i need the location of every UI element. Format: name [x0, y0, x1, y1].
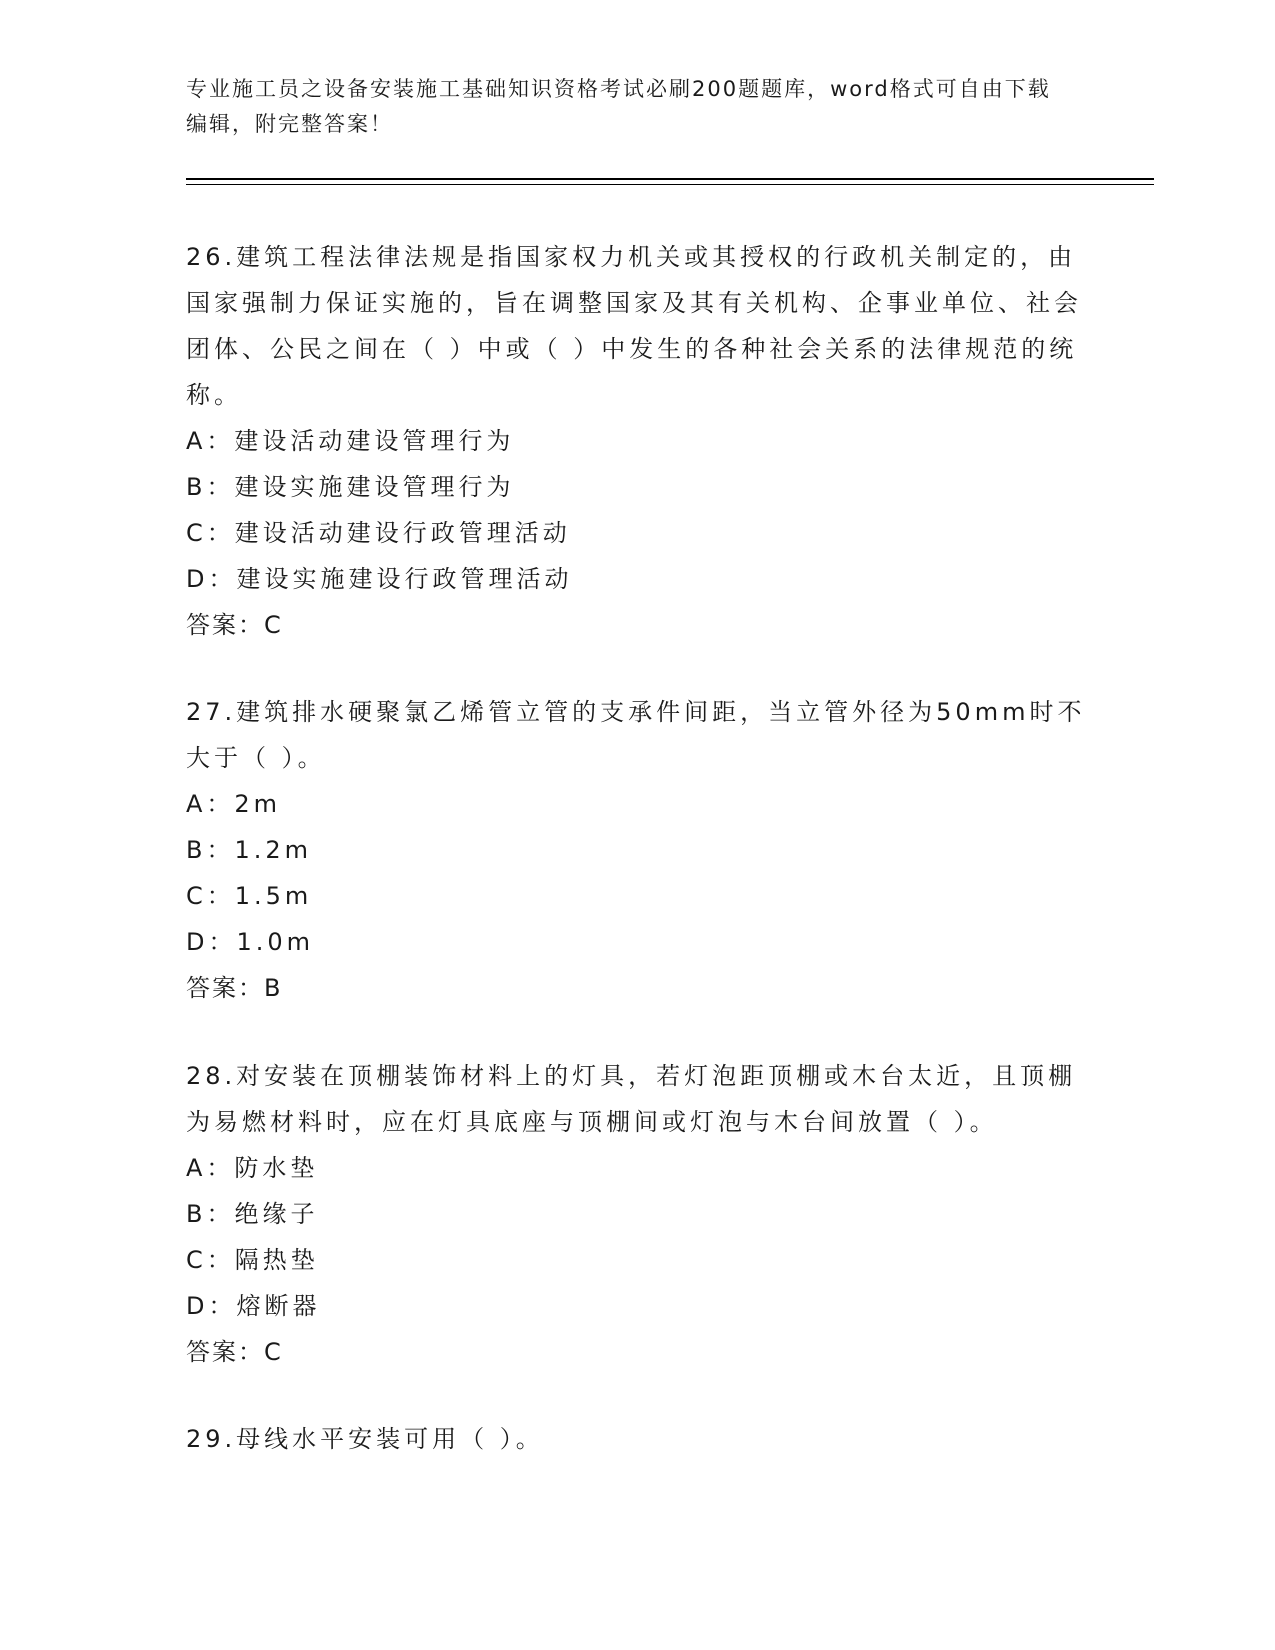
- answer: 答案：C: [186, 1338, 283, 1366]
- option-c: C：隔热垫: [186, 1246, 319, 1274]
- question-29: [186, 1416, 1086, 1462]
- option-c: C：建设活动建设行政管理活动: [186, 519, 571, 547]
- option-d: D：建设实施建设行政管理活动: [186, 565, 573, 593]
- header-divider-thick: [186, 178, 1154, 180]
- option-a: A：2m: [186, 790, 282, 818]
- option-list: [186, 418, 1086, 602]
- question-text: 27.建筑排水硬聚氯乙烯管立管的支承件间距，当立管外径为50mm时不大于（ ）。: [186, 698, 1086, 772]
- question-text: 29.母线水平安装可用（ ）。: [186, 1425, 544, 1453]
- option-list: [186, 1145, 1086, 1329]
- option-b: B：建设实施建设管理行为: [186, 473, 515, 501]
- option-d: D：1.0m: [186, 928, 315, 956]
- question-text: 26.建筑工程法律法规是指国家权力机关或其授权的行政机关制定的，由国家强制力保证实施的，旨在调整国家及其有关机构、企事业单位、社会团体、公民之间在（ ）中或（ ）中发生的各种社会关系的法律规范的统称。: [186, 243, 1082, 409]
- document-title: 专业施工员之设备安装施工基础知识资格考试必刷200题题库，word格式可自由下载编辑，附完整答案！: [186, 77, 1051, 136]
- option-list: [186, 781, 1086, 965]
- question-26: [186, 234, 1086, 648]
- question-text: 28.对安装在顶棚装饰材料上的灯具，若灯泡距顶棚或木台太近，且顶棚为易燃材料时，应在灯具底座与顶棚间或灯泡与木台间放置（ ）。: [186, 1062, 1077, 1136]
- option-a: A：建设活动建设管理行为: [186, 427, 515, 455]
- question-28: [186, 1053, 1086, 1375]
- answer: 答案：B: [186, 974, 283, 1002]
- option-d: D：熔断器: [186, 1292, 321, 1320]
- option-a: A：防水垫: [186, 1154, 319, 1182]
- question-27: [186, 689, 1086, 1011]
- option-b: B：绝缘子: [186, 1200, 319, 1228]
- option-c: C：1.5m: [186, 882, 313, 910]
- answer: 答案：C: [186, 611, 283, 639]
- header-divider-thin: [186, 184, 1154, 185]
- option-b: B：1.2m: [186, 836, 313, 864]
